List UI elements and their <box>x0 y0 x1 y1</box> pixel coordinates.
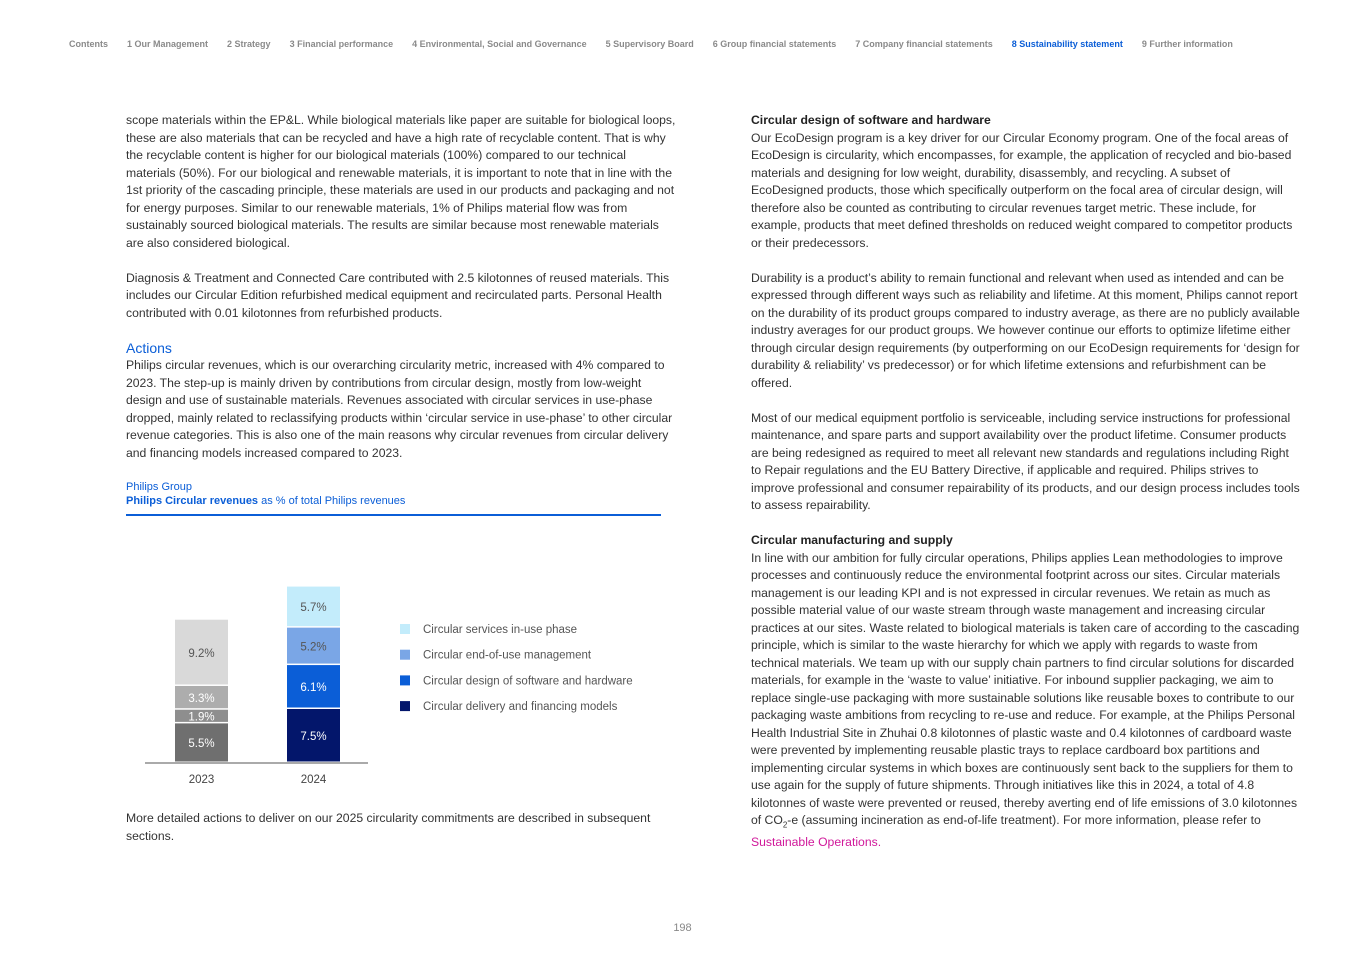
nav-item[interactable]: 5 Supervisory Board <box>605 39 694 49</box>
paragraph: More detailed actions to deliver on our 2025 circularity commitments are described in subsequent sections. <box>126 811 651 843</box>
legend-label: Circular services in-use phase <box>423 624 578 636</box>
legend-label: Circular delivery and financing models <box>423 701 618 714</box>
heading-circular-manufacturing: Circular manufacturing and supply <box>751 533 953 547</box>
paragraph: Most of our medical equipment portfolio is serviceable, including service instructions for professional maintenance, and spare parts and support availability over the product lifetime. Consumer products are being redesigned as required to meet all relevant new standards and regulations including Right to Repair regulations and the EU Battery Directive, if applicable and required. Philips strives to improve professional and consumer repairability of its products, and our design process includes tools to assess repairability. <box>751 410 1300 512</box>
legend-label: Circular design of software and hardware <box>423 675 633 688</box>
nav-item[interactable]: 9 Further information <box>1141 39 1233 49</box>
nav-item[interactable]: 8 Sustainability statement <box>1011 39 1123 49</box>
data-label: 5.7% <box>300 602 327 615</box>
nav-item[interactable]: 1 Our Management <box>127 39 209 49</box>
data-label: 3.3% <box>188 692 215 705</box>
right-column <box>751 112 1301 869</box>
paragraph: Our EcoDesign program is a key driver for our Circular Economy program. One of the focal areas of EcoDesign is circularity, which encompasses, for example, the application of recycled and bio-based materials and designing for low weight, durability, disassembly, and recycling. A subset of EcoDesigned products, those which specifically outperform on the focal area of circular design, will therefore also be counted as contributing to circular revenues target metric. These include, for example, products that meet defined thresholds on reduced weight compared to competitor products or their predecessors. <box>751 130 1293 250</box>
heading-circular-design: Circular design of software and hardware <box>751 113 991 127</box>
chart-title-bold: Philips Circular revenues <box>126 495 259 507</box>
nav-item[interactable]: 2 Strategy <box>227 39 271 49</box>
paragraph: Diagnosis & Treatment and Connected Care contributed with 2.5 kilotonnes of reused materials. This includes our Circular Edition refurbished medical equipment and recirculated parts. Personal Health contributed with 0.01 kilotonnes from refurbished products. <box>126 270 670 320</box>
section-heading-actions: Actions <box>126 339 172 356</box>
data-label: 5.5% <box>188 738 215 751</box>
data-label: 7.5% <box>300 731 327 743</box>
paragraph-text: -e (assuming incineration as end-of-life treatment). For more information, please refer to <box>787 813 1261 827</box>
subscript: 2 <box>782 820 788 830</box>
nav-item[interactable]: 7 Company financial statements <box>855 39 993 49</box>
data-label: 5.2% <box>300 641 327 654</box>
data-label: 6.1% <box>300 682 327 695</box>
nav-item[interactable]: 6 Group financial statements <box>712 39 837 49</box>
nav-item[interactable]: 4 Environmental, Social and Governance <box>412 39 587 49</box>
paragraph: Philips circular revenues, which is our overarching circularity metric, increased with 4% compared to 2023. The step-up is mainly driven by contributions from circular design, mostly from low-weight design and use of sustainable materials. Revenues associated with circular services in use-phase dropped, mainly related to reclassifying products within ‘circular service in use-phase’ to other circular revenue categories. This is also one of the main reasons why circular revenues from circular delivery and financing models increased compared to 2023. <box>126 358 673 460</box>
x-tick-label: 2023 <box>188 774 215 786</box>
legend-swatch <box>400 701 410 711</box>
sustainable-operations-link[interactable]: Sustainable Operations. <box>751 834 882 849</box>
nav-item[interactable]: Contents <box>69 39 108 49</box>
chart-group-label: Philips Group <box>126 481 193 493</box>
paragraph: scope materials within the EP&L. While biological materials like paper are suitable for biological loops, these are also materials that can be recycled and have a high rate of recyclable content. That is why the recyclable content is higher for our biological materials (100%) compared to our technical materials (50%). For our biological and renewable materials, it is important to note that in line with the 1st priority of the cascading principle, these materials are used in our products and packaging and not for energy purposes. Similar to our renewable materials, 1% of Philips material flow was from sustainably sourced biological materials. The results are similar because most renewable materials are also considered biological. <box>126 113 676 250</box>
legend-label: Circular end-of-use management <box>423 649 592 662</box>
paragraph <box>751 550 1301 852</box>
paragraph-text: In line with our ambition for fully circular operations, Philips applies Lean methodologies to improve processes and continuously reduce the environmental footprint across our sites. Circular materials management is our leading KPI and is not expressed in circular revenues. We retain as much as possible material value of our waste stream through waste management and increasing circular practices at our sites. Waste related to biological materials is taken care of according to the cascading principle, which is similar to the waste hierarchy for which we apply with regards to waste from technical materials. We team up with our supply chain partners to find circular solutions for discarded materials, for example in the ‘waste to value’ initiative. For inbound supplier packaging, we aim to replace single-use packaging with more sustainable solutions like reusable boxes to contribute to our packaging waste ambitions from recycling to re-use and reduce. For example, at the Philips Personal Health Industrial Site in Zhuhai 0.8 kilotonnes of plastic waste and 0.4 kilotonnes of cardboard waste were prevented by implementing reusable plastic trays to replace cardboard box partitions and implementing circular systems in which boxes are continuously sent back to the suppliers for them to use again for the supply of future shipments. Through initiatives like this in 2024, a total of 4.8 kilotonnes of waste were prevented or reused, thereby averting end of life emissions of 3.0 kilotonnes of CO <box>751 550 1300 827</box>
legend-swatch <box>400 624 410 634</box>
paragraph: Durability is a product’s ability to remain functional and relevant when used as intended and can be expressed through different ways such as reliability and lifetime. At this moment, Philips cannot report on the durability of its product groups compared to industry average, as there are no publicly available industry averages for our product groups. We however continue our efforts to optimize lifetime either through circular design requirements (by outperforming on our EcoDesign requirements for ‘design for durability & reliability’ vs predecessor) or for which lifetime extensions and refurbishment can be offered. <box>751 270 1300 390</box>
stacked-bar-chart <box>0 0 700 800</box>
legend-swatch <box>400 675 410 685</box>
x-tick-label: 2024 <box>300 774 327 786</box>
legend-swatch <box>400 650 410 660</box>
data-label: 1.9% <box>188 711 215 724</box>
chart-title-rest: as % of total Philips revenues <box>258 495 406 507</box>
data-label: 9.2% <box>188 647 215 660</box>
nav-item[interactable]: 3 Financial performance <box>289 39 394 49</box>
page-number: 198 <box>673 922 692 934</box>
